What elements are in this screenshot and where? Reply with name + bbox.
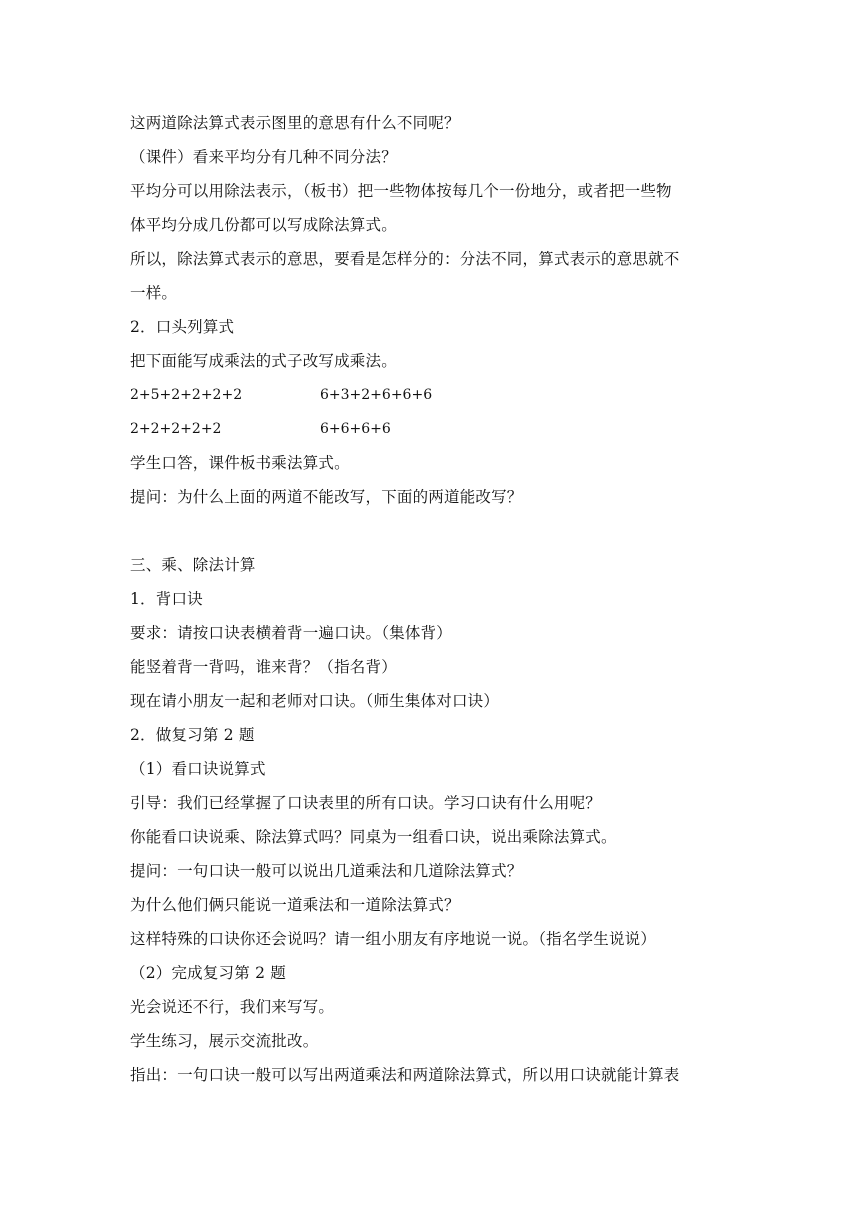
paragraph-line: 这两道除法算式表示图里的意思有什么不同呢？ — [130, 114, 460, 132]
paragraph-line: 学生口答，课件板书乘法算式。 — [130, 454, 350, 472]
section-heading: 三、乘、除法计算 — [130, 556, 256, 574]
paragraph-line: 光会说还不行，我们来写写。 — [130, 998, 335, 1016]
paragraph-line: 体平均分成几份都可以写成除法算式。 — [130, 216, 397, 234]
paragraph-line: 为什么他们俩只能说一道乘法和一道除法算式？ — [130, 896, 460, 914]
paragraph-line: 要求：请按口诀表横着背一遍口诀。（集体背） — [130, 624, 452, 642]
equation-right: 6+6+6+6 — [320, 421, 391, 437]
equation-right: 6+3+2+6+6+6 — [320, 387, 433, 403]
paragraph-line: 这样特殊的口诀你还会说吗？请一组小朋友有序地说一说。（指名学生说说） — [130, 930, 657, 948]
equation-row — [130, 412, 740, 446]
paragraph-line: 一样。 — [130, 284, 178, 302]
paragraph-line: （课件）看来平均分有几种不同分法？ — [130, 148, 397, 166]
paragraph-line: 把下面能写成乘法的式子改写成乘法。 — [130, 352, 397, 370]
paragraph-line: 能竖着背一背吗，谁来背？（指名背） — [130, 658, 397, 676]
subsection-heading: （2）完成复习第 2 题 — [130, 964, 286, 982]
paragraph-line: 现在请小朋友一起和老师对口诀。（师生集体对口诀） — [130, 692, 500, 710]
equation-row — [130, 378, 740, 412]
paragraph-line: 平均分可以用除法表示，（板书）把一些物体按每几个一份地分，或者把一些物 — [130, 182, 672, 200]
paragraph-line: 引导：我们已经掌握了口诀表里的所有口诀。学习口诀有什么用呢？ — [130, 794, 602, 812]
paragraph-line: 你能看口诀说乘、除法算式吗？同桌为一组看口诀，说出乘除法算式。 — [130, 828, 617, 846]
section-heading: 2．口头列算式 — [130, 318, 235, 336]
blank-line — [130, 514, 740, 548]
paragraph-line: 提问：一句口诀一般可以说出几道乘法和几道除法算式？ — [130, 862, 523, 880]
paragraph-line: 提问：为什么上面的两道不能改写，下面的两道能改写？ — [130, 488, 523, 506]
paragraph-line: 学生练习，展示交流批改。 — [130, 1032, 319, 1050]
equation-left: 2+2+2+2+2 — [130, 421, 222, 437]
subsection-heading: （1）看口诀说算式 — [130, 760, 266, 778]
subsection-heading: 2．做复习第 2 题 — [130, 726, 255, 744]
paragraph-line: 所以，除法算式表示的意思，要看是怎样分的：分法不同，算式表示的意思就不 — [130, 250, 680, 268]
document-body — [130, 106, 740, 1092]
paragraph-line: 指出：一句口诀一般可以写出两道乘法和两道除法算式，所以用口诀就能计算表 — [130, 1066, 680, 1084]
subsection-heading: 1．背口诀 — [130, 590, 203, 608]
equation-left: 2+5+2+2+2+2 — [130, 387, 243, 403]
